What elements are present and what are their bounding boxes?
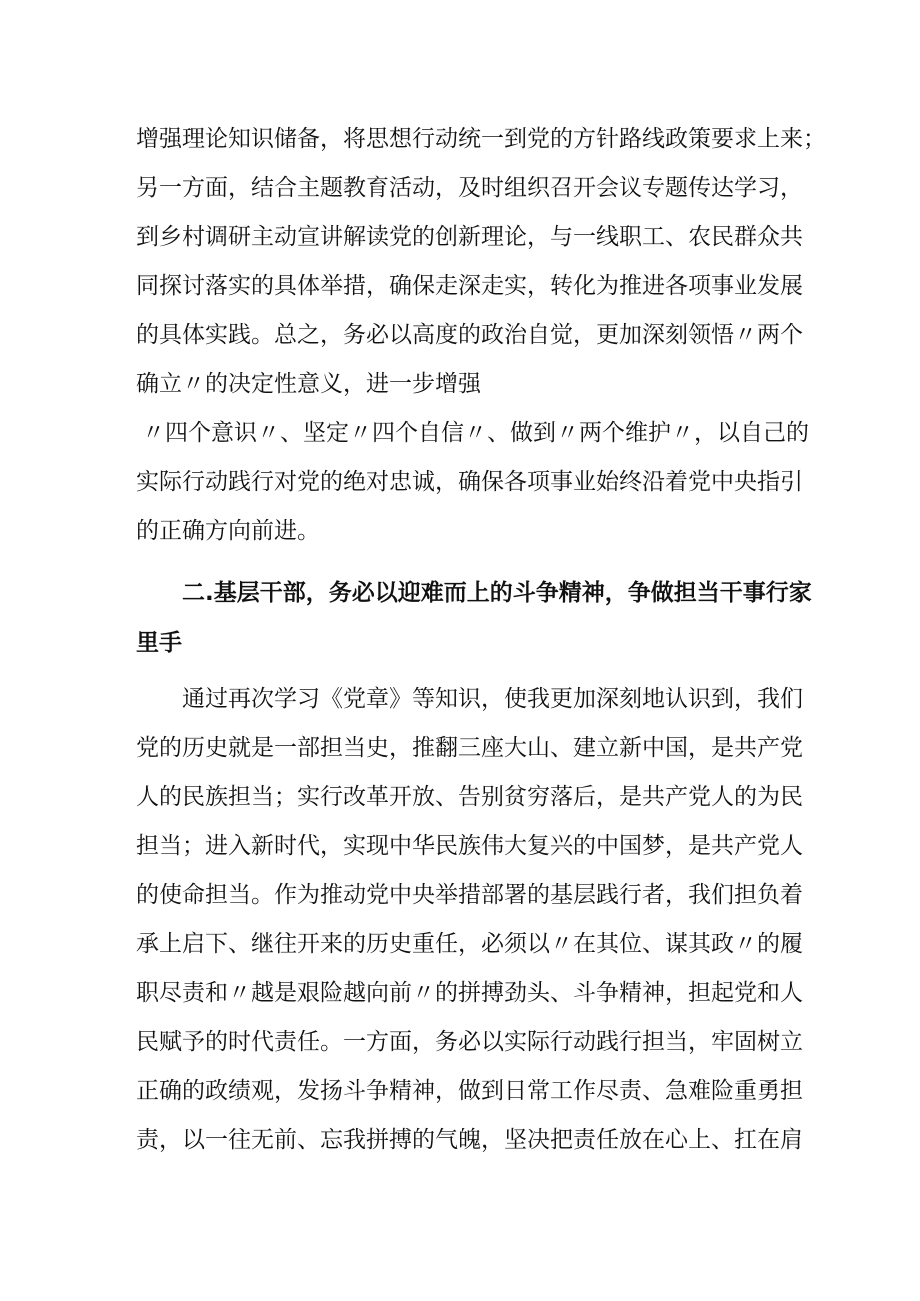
paragraph-line: 职尽责和〃越是艰险越向前〃的拼搏劲头、斗争精神，担起党和人: [136, 980, 803, 1006]
paragraph-line: 实际行动践行对党的绝对忠诚，确保各项事业始终沿着党中央指引: [136, 469, 803, 495]
paragraph-line: 确立〃的决定性意义，进一步增强: [136, 371, 481, 397]
section-heading: 二.基层干部，务必以迎难而上的斗争精神，争做担当干事行家: [182, 580, 812, 606]
paragraph-line: 人的民族担当；实行改革开放、告别贫穷落后，是共产党人的为民: [136, 784, 803, 810]
section-heading: 里手: [136, 630, 182, 656]
paragraph-line: 的具体实践。总之，务必以高度的政治自觉，更加深刻领悟〃两个: [136, 322, 803, 348]
paragraph-line: 正确的政绩观，发扬斗争精神，做到日常工作尽责、急难险重勇担: [136, 1078, 803, 1104]
paragraph-line: 党的历史就是一部担当史，推翻三座大山、建立新中国，是共产党: [136, 735, 803, 761]
paragraph-line: 民赋予的时代责任。一方面，务必以实际行动践行担当，牢固树立: [136, 1029, 803, 1055]
paragraph-line: 通过再次学习《党章》等知识，使我更加深刻地认识到，我们: [182, 686, 803, 712]
paragraph-line: 增强理论知识储备，将思想行动统一到党的方针路线政策要求上来；: [136, 126, 826, 152]
paragraph-line: 到乡村调研主动宣讲解读党的创新理论，与一线职工、农民群众共: [136, 224, 803, 250]
paragraph-line: 的正确方向前进。: [136, 518, 320, 544]
paragraph-line: 的使命担当。作为推动党中央举措部署的基层践行者，我们担负着: [136, 882, 803, 908]
paragraph-line: 责，以一往无前、忘我拼搏的气魄，坚决把责任放在心上、扛在肩: [136, 1127, 803, 1153]
paragraph-line: 承上启下、继往开来的历史重任，必须以〃在其位、谋其政〃的履: [136, 931, 803, 957]
paragraph-line: 另一方面，结合主题教育活动，及时组织召开会议专题传达学习，: [136, 175, 803, 201]
paragraph-line: 同探讨落实的具体举措，确保走深走实，转化为推进各项事业发展: [136, 273, 803, 299]
paragraph-line: 〃四个意识〃、坚定〃四个自信〃、做到〃两个维护〃，以自己的: [142, 420, 809, 446]
paragraph-line: 担当；进入新时代，实现中华民族伟大复兴的中国梦，是共产党人: [136, 833, 803, 859]
